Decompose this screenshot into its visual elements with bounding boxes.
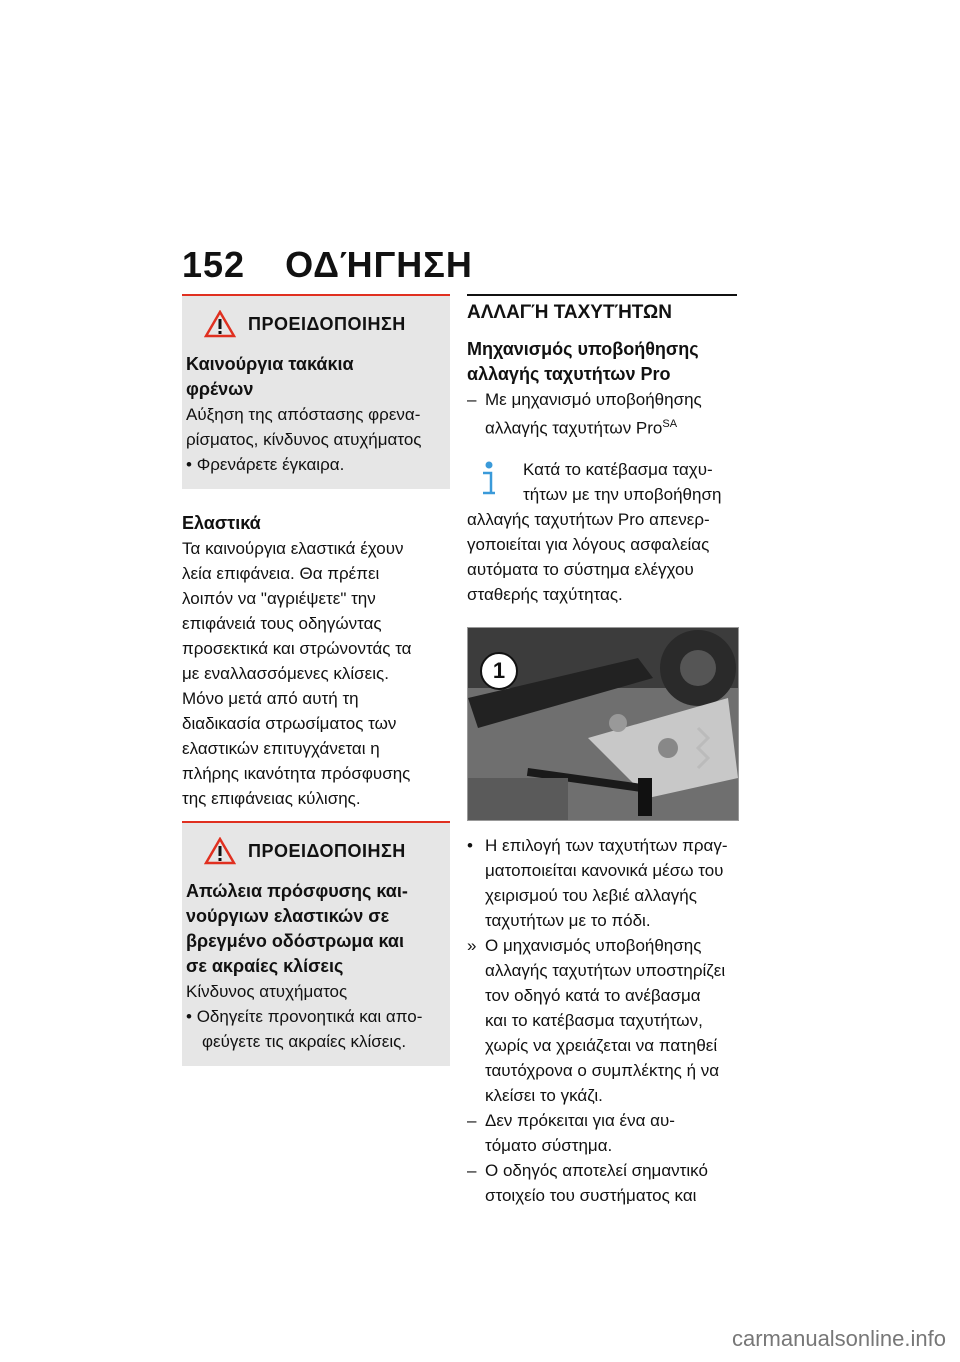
result-text: ταυτόχρονα ο συμπλέκτης ή να <box>485 1060 720 1080</box>
warning-bullet: • Οδηγείτε προνοητικά και απο- <box>186 1007 423 1026</box>
bullet-item <box>467 833 737 933</box>
info-line: τήτων με την υποβοήθηση <box>523 484 722 504</box>
dash-item <box>467 1158 737 1208</box>
warning-label: ΠΡΟΕΙΔΟΠΟΙΗΣΗ <box>248 313 406 334</box>
tyres-line: της επιφάνειας κύλισης. <box>182 789 361 808</box>
tyres-line: ελαστικών επιτυγχάνεται η <box>182 739 380 758</box>
warning-bullet-text: Οδηγείτε προνοητικά και απο- <box>196 1007 423 1026</box>
watermark: carmanualsonline.info <box>731 1326 946 1351</box>
tyres-line: λεία επιφάνεια. Θα πρέπει <box>182 564 380 583</box>
dash-text: Ο οδηγός αποτελεί σημαντικό <box>485 1160 708 1180</box>
bullet-text: Η επιλογή των ταχυτήτων πραγ- <box>485 835 728 855</box>
dash-marker: – <box>467 1110 477 1130</box>
info-icon <box>473 459 505 499</box>
gear-lever-photo <box>467 627 739 821</box>
dash-text <box>485 412 737 441</box>
dash-text: Με μηχανισμό υποβοήθησης <box>485 390 702 409</box>
left-column <box>182 294 450 1066</box>
dash-text-pro: αλλαγής ταχυτήτων Pro <box>485 418 663 438</box>
warning-box-tyres <box>182 823 450 1066</box>
warning-bullet-text: Φρενάρετε έγκαιρα. <box>196 455 345 474</box>
tyres-line: προσεκτικά και στρώνοντάς τα <box>182 639 412 658</box>
warning-title: Καινούργια τακάκια <box>186 354 354 374</box>
result-text: τον οδηγό κατά το ανέβασμα <box>485 985 701 1005</box>
result-text: και το κατέβασμα ταχυτήτων, <box>485 1010 703 1030</box>
result-text: αλλαγής ταχυτήτων υποστηρίζει <box>485 960 726 980</box>
info-note <box>467 457 737 507</box>
dash-marker: – <box>467 390 477 409</box>
tyres-section <box>182 511 450 823</box>
photo-callout: 1 <box>480 652 518 690</box>
info-line: αλλαγής ταχυτήτων Pro απενερ- <box>467 509 710 529</box>
warning-title: σε ακραίες κλίσεις <box>186 956 344 976</box>
tyres-line: διαδικασία στρωσίματος των <box>182 714 397 733</box>
warning-label: ΠΡΟΕΙΔΟΠΟΙΗΣΗ <box>248 840 406 861</box>
tyres-line: Μόνο μετά από αυτή τη <box>182 689 359 708</box>
page-number: 152 <box>182 244 246 285</box>
gearshift-subheading: αλλαγής ταχυτήτων Pro <box>467 364 671 384</box>
dash-item <box>467 387 737 441</box>
warning-title: νούργιων ελαστικών σε <box>186 906 390 926</box>
warning-title: φρένων <box>186 379 254 399</box>
warning-header <box>204 310 444 338</box>
dash-text: Δεν πρόκειται για ένα αυ- <box>485 1110 675 1130</box>
result-text: χωρίς να χρειάζεται να πατηθεί <box>485 1035 718 1055</box>
dash-text: τόματο σύστημα. <box>485 1135 613 1155</box>
tyres-line: πλήρης ικανότητα πρόσφυσης <box>182 764 411 783</box>
warning-header <box>204 837 444 865</box>
gearshift-heading: ΑΛΛΑΓΉ ΤΑΧΥΤΉΤΩΝ <box>467 294 737 325</box>
bullet-marker: • <box>467 835 473 855</box>
right-column <box>467 294 737 1208</box>
bullet-text: ταχυτήτων με το πόδι. <box>485 910 651 930</box>
bullet-text: ματοποιείται κανονικά μέσω του <box>485 860 724 880</box>
info-line: αυτόματα το σύστημα ελέγχου <box>467 559 694 579</box>
warning-text: ρίσματος, κίνδυνος ατυχήματος <box>186 430 422 449</box>
tyres-line: Τα καινούργια ελαστικά έχουν <box>182 539 404 558</box>
sa-superscript: SA <box>662 418 678 430</box>
result-text: κλείσει το γκάζι. <box>485 1085 603 1105</box>
section-title: ΟΔΉΓΗΣΗ <box>285 244 473 285</box>
result-text: Ο μηχανισμός υποβοήθησης <box>485 935 702 955</box>
tyres-line: με εναλλασσόμενες κλίσεις. <box>182 664 389 683</box>
warning-triangle-icon <box>204 310 236 338</box>
warning-title: βρεγμένο οδόστρωμα και <box>186 931 404 951</box>
warning-bullet: • Φρενάρετε έγκαιρα. <box>186 455 345 474</box>
bullet-text: χειρισμού του λεβιέ αλλαγής <box>485 885 697 905</box>
dash-text: στοιχείο του συστήματος και <box>485 1185 697 1205</box>
warning-text: Αύξηση της απόστασης φρενα- <box>186 405 421 424</box>
warning-bullet-cont: φεύγετε τις ακραίες κλίσεις. <box>202 1032 407 1051</box>
tyres-line: λοιπόν να "αγριέψετε" την <box>182 589 376 608</box>
result-item <box>467 933 737 1108</box>
result-marker: » <box>467 935 477 955</box>
warning-triangle-icon <box>204 837 236 865</box>
dash-marker: – <box>467 1160 477 1180</box>
info-line: σταθερής ταχύτητας. <box>467 584 623 604</box>
info-line: γοποιείται για λόγους ασφαλείας <box>467 534 710 554</box>
warning-box-brakes <box>182 294 450 489</box>
gearshift-subheading: Μηχανισμός υποβοήθησης <box>467 339 699 359</box>
tyres-title: Ελαστικά <box>182 513 261 533</box>
info-line: Κατά το κατέβασμα ταχυ- <box>523 459 713 479</box>
page-header <box>182 244 473 286</box>
tyres-line: επιφάνειά τους οδηγώντας <box>182 614 382 633</box>
warning-title: Απώλεια πρόσφυσης και- <box>186 881 408 901</box>
warning-text: Κίνδυνος ατυχήματος <box>186 982 348 1001</box>
dash-item <box>467 1108 737 1158</box>
